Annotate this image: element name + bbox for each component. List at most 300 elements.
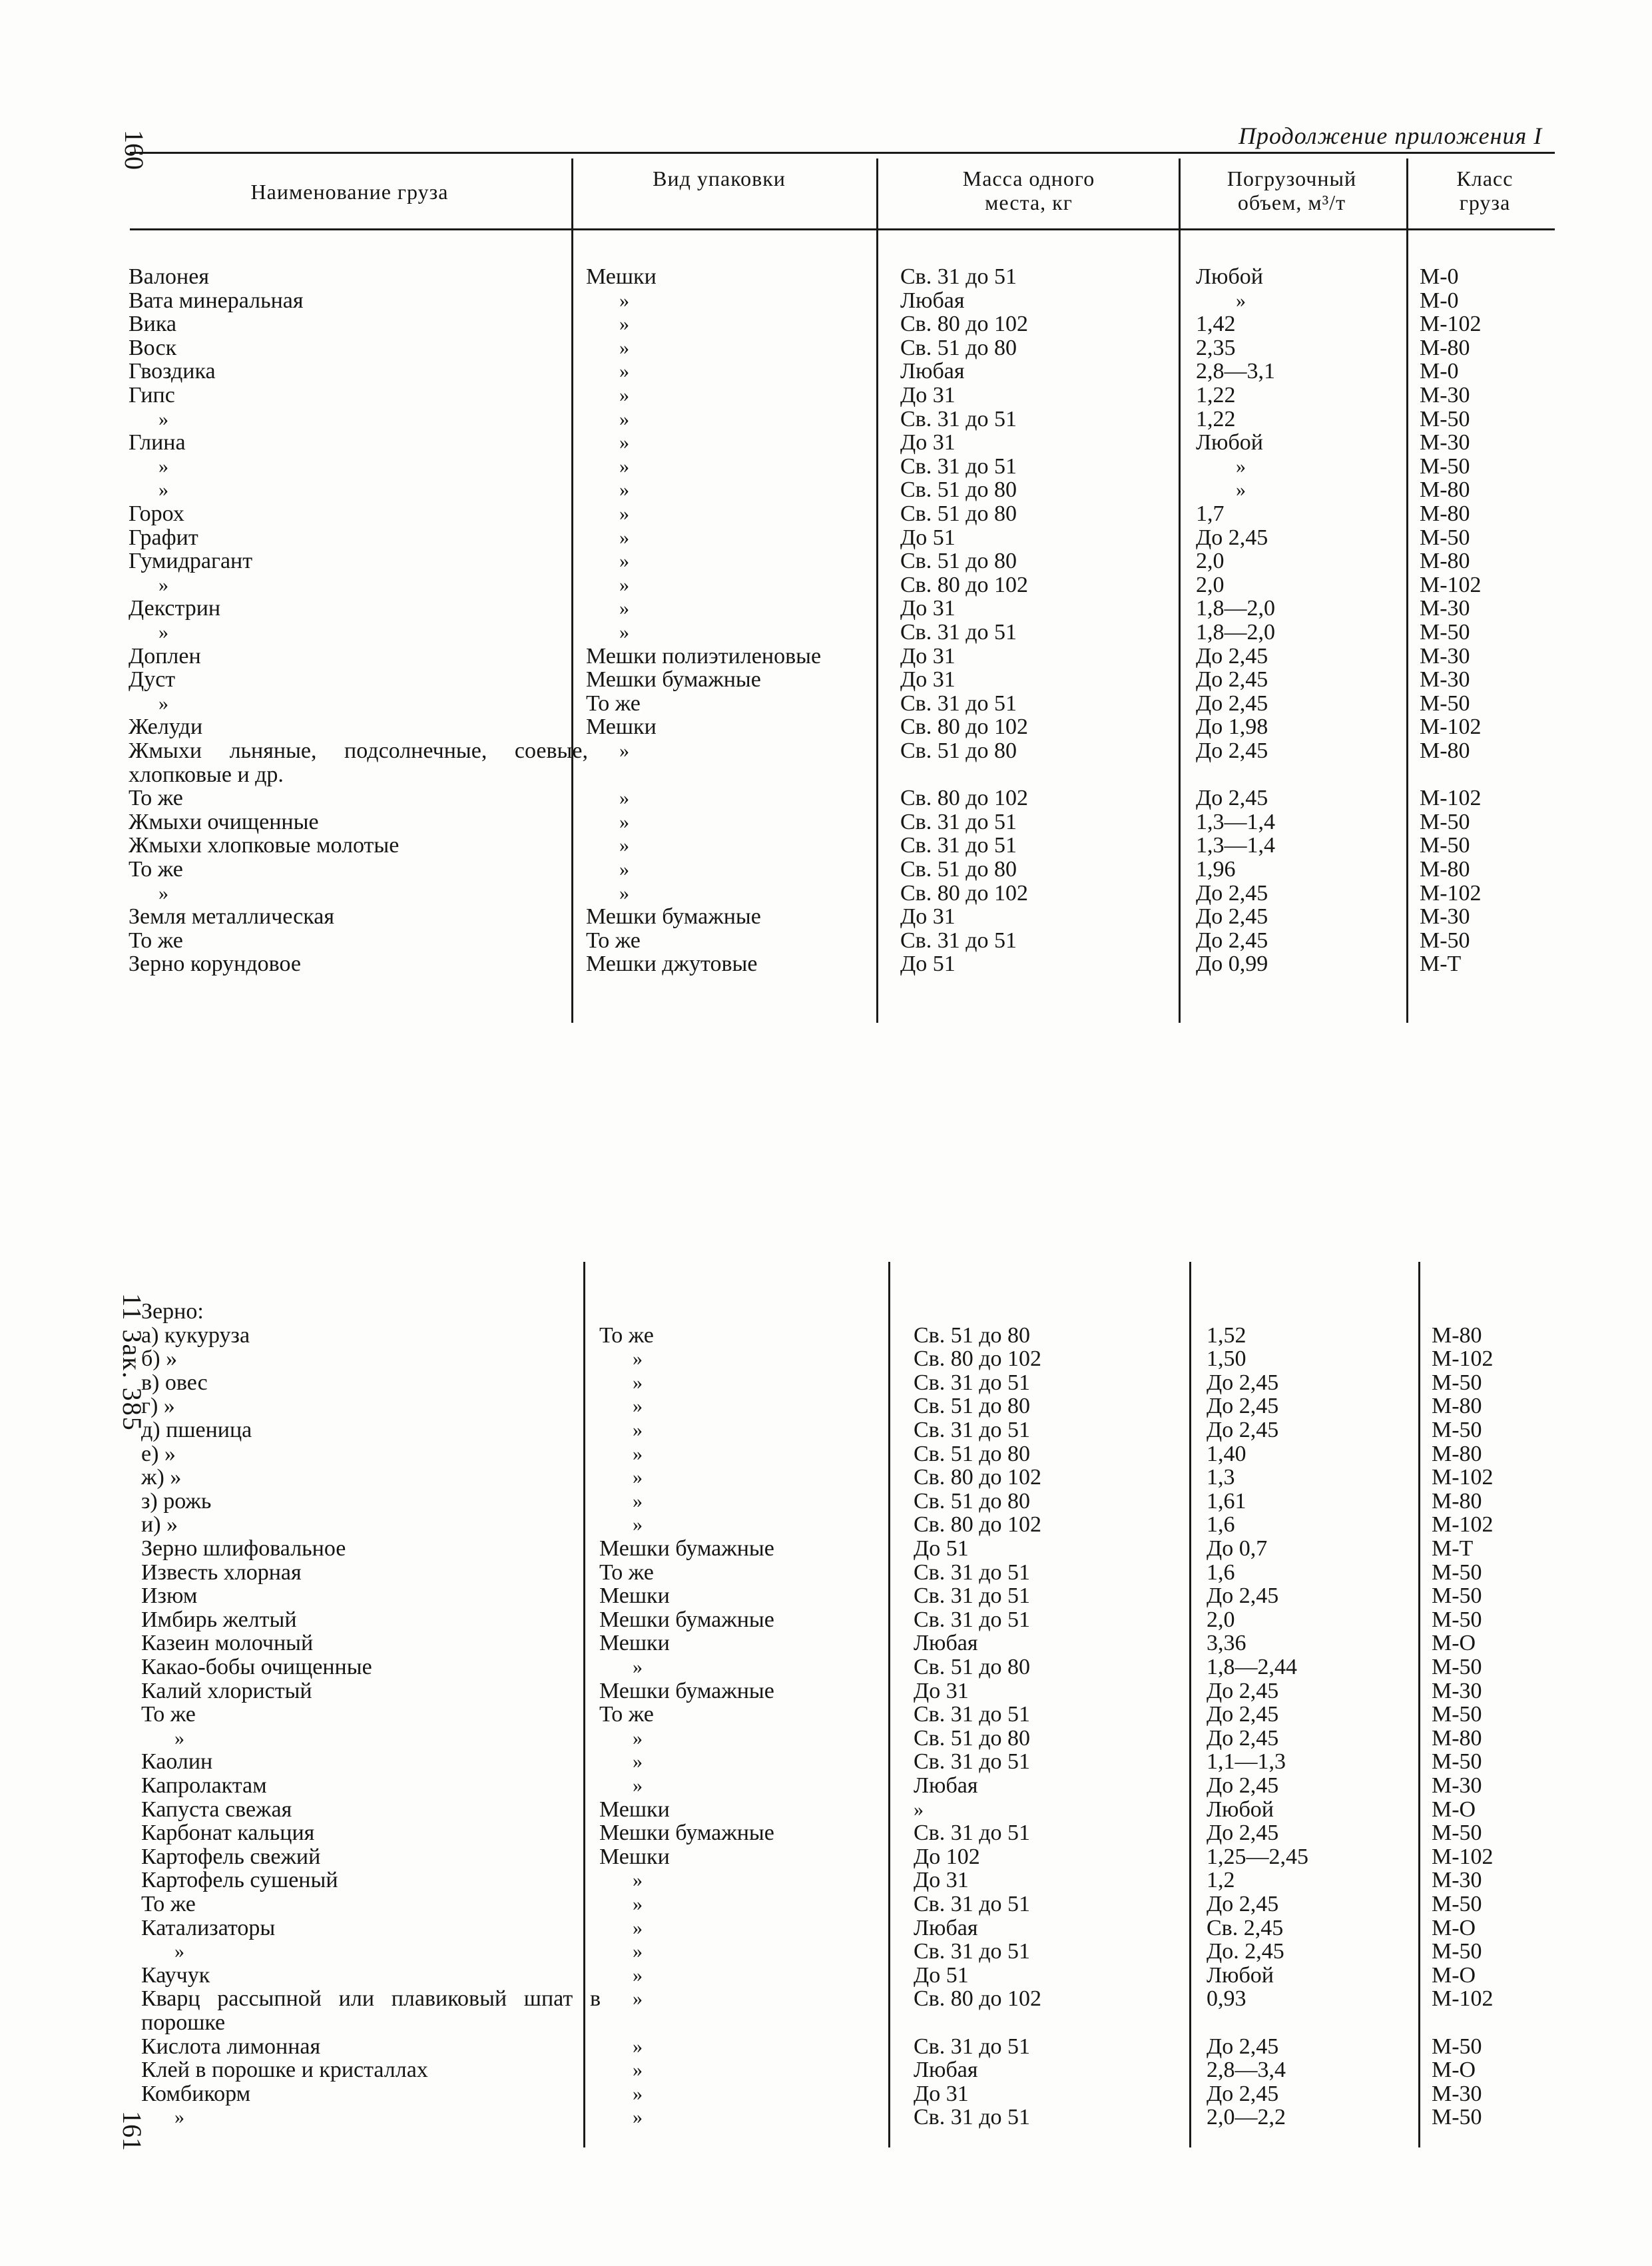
table1-row-27-volume: До 2,45 <box>1196 928 1268 953</box>
table1-col-divider-3 <box>1179 158 1181 1023</box>
table1-row-17-cls: М-30 <box>1420 667 1470 693</box>
table2-row-3-pack: » <box>633 1371 643 1394</box>
table2-row-5-volume: До 2,45 <box>1207 1418 1279 1442</box>
table2-row-28-cls: М-О <box>1432 1962 1476 1988</box>
table1-row-26-mass: До 31 <box>900 904 956 930</box>
table1-row-24-mass: Св. 51 до 80 <box>900 857 1017 882</box>
table2-row-7-cls: М-102 <box>1432 1465 1494 1490</box>
table2-row-19-name: Каолин <box>141 1749 213 1775</box>
header-class: Класс груза <box>1456 166 1514 214</box>
table2-row-1-pack: То же <box>599 1322 654 1348</box>
table2-row-19-cls: М-50 <box>1432 1749 1482 1775</box>
table2-row-23-cls: М-102 <box>1432 1844 1494 1869</box>
table2-row-31-cls: М-О <box>1432 2058 1476 2083</box>
table2-row-31-name: Клей в порошке и кристаллах <box>141 2058 428 2083</box>
table1-row-14-cls: М-30 <box>1420 596 1470 621</box>
table1-row-6-cls: М-50 <box>1420 406 1470 431</box>
table2-row-8-mass: Св. 51 до 80 <box>914 1488 1031 1514</box>
table1-row-20-mass: Св. 51 до 80 <box>900 738 1017 763</box>
table1-row-5-pack: » <box>619 384 629 406</box>
table2-row-30-cls: М-50 <box>1432 2034 1482 2059</box>
table2-row-15-cls: М-50 <box>1432 1655 1482 1679</box>
table1-row-14-mass: До 31 <box>900 596 956 621</box>
table2-row-11-pack: То же <box>599 1559 654 1585</box>
table1-row-4-pack: » <box>619 360 629 383</box>
table2-row-12-cls: М-50 <box>1432 1583 1482 1609</box>
table1-row-22-pack: » <box>619 810 629 833</box>
table1-row-17-name: Дуст <box>129 667 176 693</box>
table2-row-18-name: » <box>174 1727 184 1749</box>
header-mass: Масса одного места, кг <box>962 166 1095 214</box>
table2-row-4-name: г) » <box>141 1394 175 1419</box>
table1-row-24-pack: » <box>619 858 629 880</box>
table2-row-24-mass: До 31 <box>914 1868 969 1893</box>
table1-col-divider-1 <box>571 158 573 1023</box>
table1-row-1-cls: М-0 <box>1420 288 1459 313</box>
table1-row-10-cls: М-80 <box>1420 501 1470 526</box>
table1-row-3-name: Воск <box>129 335 177 360</box>
table1-row-9-cls: М-80 <box>1420 477 1470 503</box>
table1-row-0-pack: Мешки <box>586 264 657 289</box>
table2-row-10-name: Зерно шлифовальное <box>141 1536 346 1561</box>
table1-row-9-mass: Св. 51 до 80 <box>900 477 1017 503</box>
table1-row-28-mass: До 51 <box>900 952 956 977</box>
table2-row-8-pack: » <box>633 1490 643 1512</box>
table2-row-25-volume: До 2,45 <box>1207 1892 1279 1916</box>
table2-row-9-cls: М-102 <box>1432 1512 1494 1538</box>
table2-row-17-pack: То же <box>599 1702 654 1727</box>
table2-row-9-pack: » <box>633 1514 643 1536</box>
table1-row-26-cls: М-30 <box>1420 904 1470 930</box>
table2-row-16-mass: До 31 <box>914 1678 969 1703</box>
table2-row-13-cls: М-50 <box>1432 1607 1482 1632</box>
table2-row-32-mass: До 31 <box>914 2081 969 2106</box>
table1-row-25-pack: » <box>619 882 629 904</box>
table1-row-18-name: » <box>158 692 168 714</box>
table1-row-25-volume: До 2,45 <box>1196 880 1268 906</box>
table2-row-10-cls: М-Т <box>1432 1536 1474 1561</box>
table2-row-21-volume: Любой <box>1207 1797 1274 1822</box>
table1-row-18-mass: Св. 31 до 51 <box>900 691 1017 716</box>
table1-row-3-cls: М-80 <box>1420 335 1470 360</box>
table2-row-18-volume: До 2,45 <box>1207 1725 1279 1751</box>
table2-row-9-volume: 1,6 <box>1207 1512 1235 1538</box>
table1-row-6-name: » <box>158 408 168 430</box>
table2-row-33-name: » <box>174 2106 184 2129</box>
table1-row-16-name: Доплен <box>129 643 201 669</box>
table2-row-18-cls: М-80 <box>1432 1725 1482 1751</box>
table1-row-4-mass: Любая <box>900 359 965 384</box>
table1-row-20-volume: До 2,45 <box>1196 738 1268 763</box>
table1-row-12-name: Гумидрагант <box>129 549 253 574</box>
table2-row-19-volume: 1,1—1,3 <box>1207 1749 1286 1775</box>
table2-row-28-volume: Любой <box>1207 1962 1274 1988</box>
table2-row-4-mass: Св. 51 до 80 <box>914 1394 1031 1419</box>
table2-row-17-name: То же <box>141 1702 196 1727</box>
table2-row-12-mass: Св. 31 до 51 <box>914 1583 1031 1609</box>
table1-row-25-cls: М-102 <box>1420 880 1482 906</box>
continuation-title: Продолжение приложения I <box>1239 123 1543 149</box>
table1-row-2-cls: М-102 <box>1420 312 1482 337</box>
table2-row-31-pack: » <box>633 2059 643 2082</box>
table1-row-13-pack: » <box>619 573 629 596</box>
table1-row-19-cls: М-102 <box>1420 714 1482 740</box>
table2-row-18-pack: » <box>633 1727 643 1749</box>
table1-row-17-mass: До 31 <box>900 667 956 693</box>
table2-row-13-pack: Мешки бумажные <box>599 1607 774 1632</box>
table1-row-1-volume: » <box>1236 289 1246 312</box>
table2-row-1-name: а) кукуруза <box>141 1322 250 1348</box>
table2-row-20-volume: До 2,45 <box>1207 1773 1279 1798</box>
table1-row-14-volume: 1,8—2,0 <box>1196 596 1275 621</box>
table1-row-5-mass: До 31 <box>900 383 956 408</box>
table2-row-20-pack: » <box>633 1775 643 1797</box>
table1-row-16-mass: До 31 <box>900 643 956 669</box>
table2-row-30-pack: » <box>633 2035 643 2058</box>
table1-row-4-cls: М-0 <box>1420 359 1459 384</box>
table1-row-5-volume: 1,22 <box>1196 383 1236 408</box>
table2-row-17-cls: М-50 <box>1432 1702 1482 1727</box>
table2-row-18-mass: Св. 51 до 80 <box>914 1725 1031 1751</box>
table2-row-13-volume: 2,0 <box>1207 1607 1235 1632</box>
table2-row-14-mass: Любая <box>914 1631 978 1656</box>
table2-row-4-pack: » <box>633 1395 643 1418</box>
table2-row-29-cls: М-102 <box>1432 1986 1494 2012</box>
table2-row-16-pack: Мешки бумажные <box>599 1678 774 1703</box>
table2-row-8-name: з) рожь <box>141 1488 212 1514</box>
table2-row-22-cls: М-50 <box>1432 1821 1482 1846</box>
table2-row-28-name: Каучук <box>141 1962 210 1988</box>
table1-row-6-mass: Св. 31 до 51 <box>900 406 1017 431</box>
table1-row-15-cls: М-50 <box>1420 620 1470 645</box>
table1-row-16-pack: Мешки полиэтиленовые <box>586 643 822 669</box>
table1-row-13-name: » <box>158 573 168 596</box>
table2-row-1-volume: 1,52 <box>1207 1322 1246 1348</box>
table1-row-19-volume: До 1,98 <box>1196 714 1268 740</box>
table2-row-23-name: Картофель свежий <box>141 1844 321 1869</box>
table1-row-27-mass: Св. 31 до 51 <box>900 928 1017 953</box>
table2-row-21-name: Капуста свежая <box>141 1797 292 1822</box>
table2-row-24-volume: 1,2 <box>1207 1868 1235 1893</box>
table1-row-21-cls: М-102 <box>1420 786 1482 811</box>
table2-row-10-pack: Мешки бумажные <box>599 1536 774 1561</box>
table2-row-19-mass: Св. 31 до 51 <box>914 1749 1031 1775</box>
table1-row-27-name: То же <box>129 928 183 953</box>
table1-row-14-pack: » <box>619 597 629 620</box>
table1-row-28-name: Зерно корундовое <box>129 952 301 977</box>
table2-row-16-name: Калий хлористый <box>141 1678 312 1703</box>
header-name: Наименование груза <box>250 180 449 204</box>
table1-row-22-mass: Св. 31 до 51 <box>900 809 1017 834</box>
table2-row-26-cls: М-О <box>1432 1915 1476 1940</box>
table2-row-7-pack: » <box>633 1466 643 1489</box>
table2-row-15-volume: 1,8—2,44 <box>1207 1655 1297 1679</box>
table2-row-23-mass: До 102 <box>914 1844 980 1869</box>
table2-row-25-pack: » <box>633 1893 643 1915</box>
table2-row-20-mass: Любая <box>914 1773 978 1798</box>
table2-row-15-pack: » <box>633 1656 643 1678</box>
table2-row-19-pack: » <box>633 1751 643 1773</box>
table2-row-6-mass: Св. 51 до 80 <box>914 1441 1031 1466</box>
table1-row-8-cls: М-50 <box>1420 453 1470 479</box>
table1-row-11-mass: До 51 <box>900 525 956 550</box>
table1-row-2-volume: 1,42 <box>1196 312 1236 337</box>
table1-row-20-cls: М-80 <box>1420 738 1470 763</box>
table1-col-divider-2 <box>876 158 878 1023</box>
table2-row-30-mass: Св. 31 до 51 <box>914 2034 1031 2059</box>
table1-row-24-volume: 1,96 <box>1196 857 1236 882</box>
table1-row-23-cls: М-50 <box>1420 833 1470 858</box>
signature-mark: 11 Зак. 385 <box>117 1293 147 1432</box>
table1-row-13-volume: 2,0 <box>1196 572 1225 597</box>
table2-row-4-cls: М-80 <box>1432 1394 1482 1419</box>
table1-top-rule <box>130 152 1555 154</box>
table1-row-6-pack: » <box>619 408 629 430</box>
table2-row-27-volume: До. 2,45 <box>1207 1939 1284 1964</box>
table2-row-21-mass: » <box>914 1798 924 1821</box>
table2-row-1-mass: Св. 51 до 80 <box>914 1322 1031 1348</box>
table1-row-14-name: Декстрин <box>129 596 221 621</box>
table2-row-33-pack: » <box>633 2106 643 2129</box>
table1-row-17-pack: Мешки бумажные <box>586 667 761 693</box>
table1-row-20-pack: » <box>619 740 629 762</box>
table2-row-33-volume: 2,0—2,2 <box>1207 2105 1286 2130</box>
table2-row-11-mass: Св. 31 до 51 <box>914 1559 1031 1585</box>
table2-row-0-name: Зерно: <box>141 1299 204 1324</box>
table2-row-6-name: е) » <box>141 1441 176 1466</box>
table2-row-22-name: Карбонат кальция <box>141 1821 315 1846</box>
table1-row-15-volume: 1,8—2,0 <box>1196 620 1275 645</box>
table2-row-22-volume: До 2,45 <box>1207 1821 1279 1846</box>
table1-row-11-name: Графит <box>129 525 198 550</box>
table1-row-0-volume: Любой <box>1196 264 1263 289</box>
table1-row-11-volume: До 2,45 <box>1196 525 1268 550</box>
table1-row-19-name: Желуди <box>129 714 203 740</box>
table1-row-17-volume: До 2,45 <box>1196 667 1268 693</box>
table1-row-2-pack: » <box>619 313 629 336</box>
table1-row-15-mass: Св. 31 до 51 <box>900 620 1017 645</box>
table1-row-22-cls: М-50 <box>1420 809 1470 834</box>
table2-row-2-pack: » <box>633 1348 643 1370</box>
table2-row-27-pack: » <box>633 1940 643 1963</box>
table2-row-5-mass: Св. 31 до 51 <box>914 1418 1031 1442</box>
table1-row-20-name: Жмыхи льняные, подсолнечные, соевые, хлопковые и др. <box>129 738 588 787</box>
table1-row-16-volume: До 2,45 <box>1196 643 1268 669</box>
table1-row-7-pack: » <box>619 431 629 454</box>
table1-row-0-name: Валонея <box>129 264 209 289</box>
table2-row-2-name: б) » <box>141 1346 178 1372</box>
table2-row-16-volume: До 2,45 <box>1207 1678 1279 1703</box>
table1-row-25-mass: Св. 80 до 102 <box>900 880 1029 906</box>
table1-row-23-volume: 1,3—1,4 <box>1196 833 1275 858</box>
table1-row-26-name: Земля металлическая <box>129 904 335 930</box>
table1-row-9-volume: » <box>1236 479 1246 501</box>
table2-row-32-volume: До 2,45 <box>1207 2081 1279 2106</box>
table1-row-19-mass: Св. 80 до 102 <box>900 714 1029 740</box>
table2-row-29-name: Кварц рассыпной или плавиковый шпат в порошке <box>141 1986 601 2036</box>
table2-row-15-mass: Св. 51 до 80 <box>914 1655 1031 1679</box>
table1-row-10-mass: Св. 51 до 80 <box>900 501 1017 526</box>
table1-row-2-name: Вика <box>129 312 176 337</box>
table1-row-23-mass: Св. 31 до 51 <box>900 833 1017 858</box>
table2-row-27-cls: М-50 <box>1432 1939 1482 1964</box>
table2-row-29-pack: » <box>633 1988 643 2010</box>
table2-row-12-pack: Мешки <box>599 1583 670 1609</box>
table2-row-11-volume: 1,6 <box>1207 1559 1235 1585</box>
table1-row-18-cls: М-50 <box>1420 691 1470 716</box>
table2-row-29-volume: 0,93 <box>1207 1986 1246 2012</box>
table1-row-1-pack: » <box>619 289 629 312</box>
table1-row-13-cls: М-102 <box>1420 572 1482 597</box>
table2-row-26-name: Катализаторы <box>141 1915 276 1940</box>
table2-row-14-volume: 3,36 <box>1207 1631 1246 1656</box>
table2-row-8-volume: 1,61 <box>1207 1488 1246 1514</box>
table2-row-21-pack: Мешки <box>599 1797 670 1822</box>
table2-row-30-name: Кислота лимонная <box>141 2034 321 2059</box>
table1-row-7-name: Глина <box>129 430 186 455</box>
table1-row-28-cls: М-Т <box>1420 952 1462 977</box>
table1-row-26-volume: До 2,45 <box>1196 904 1268 930</box>
table1-row-3-volume: 2,35 <box>1196 335 1236 360</box>
table1-row-10-name: Горох <box>129 501 184 526</box>
table2-row-8-cls: М-80 <box>1432 1488 1482 1514</box>
table2-row-14-name: Казеин молочный <box>141 1631 314 1656</box>
table2-row-9-name: и) » <box>141 1512 178 1538</box>
table2-row-15-name: Какао-бобы очищенные <box>141 1655 372 1679</box>
header-volume: Погрузочный объем, м³/т <box>1227 166 1357 214</box>
table1-row-15-name: » <box>158 621 168 643</box>
table2-row-6-pack: » <box>633 1442 643 1465</box>
table1-row-5-cls: М-30 <box>1420 383 1470 408</box>
table2-row-7-name: ж) » <box>141 1465 182 1490</box>
table2-row-6-cls: М-80 <box>1432 1441 1482 1466</box>
table1-row-12-pack: » <box>619 550 629 573</box>
table2-row-25-cls: М-50 <box>1432 1892 1482 1916</box>
table2-row-4-volume: До 2,45 <box>1207 1394 1279 1419</box>
table1-row-16-cls: М-30 <box>1420 643 1470 669</box>
table1-row-5-name: Гипс <box>129 383 175 408</box>
table1-row-12-cls: М-80 <box>1420 549 1470 574</box>
table2-row-1-cls: М-80 <box>1432 1322 1482 1348</box>
table1-row-3-pack: » <box>619 336 629 359</box>
table1-row-18-volume: До 2,45 <box>1196 691 1268 716</box>
table1-row-6-volume: 1,22 <box>1196 406 1236 431</box>
table1-row-7-volume: Любой <box>1196 430 1263 455</box>
table2-row-10-mass: До 51 <box>914 1536 969 1561</box>
table2-row-13-name: Имбирь желтый <box>141 1607 297 1632</box>
table2-row-27-mass: Св. 31 до 51 <box>914 1939 1031 1964</box>
table2-row-32-cls: М-30 <box>1432 2081 1482 2106</box>
table2-row-7-mass: Св. 80 до 102 <box>914 1465 1042 1490</box>
table1-row-10-pack: » <box>619 503 629 525</box>
table1-row-7-mass: До 31 <box>900 430 956 455</box>
table2-row-20-name: Капролактам <box>141 1773 267 1798</box>
table1-row-27-pack: То же <box>586 928 641 953</box>
table2-row-11-name: Известь хлорная <box>141 1559 302 1585</box>
table2-row-28-mass: До 51 <box>914 1962 969 1988</box>
table1-row-4-name: Гвоздика <box>129 359 216 384</box>
table2-row-2-mass: Св. 80 до 102 <box>914 1346 1042 1372</box>
table2-row-3-volume: До 2,45 <box>1207 1370 1279 1395</box>
table1-row-7-cls: М-30 <box>1420 430 1470 455</box>
table2-row-9-mass: Св. 80 до 102 <box>914 1512 1042 1538</box>
table2-row-12-volume: До 2,45 <box>1207 1583 1279 1609</box>
table2-row-32-name: Комбикорм <box>141 2081 251 2106</box>
page-number-bottom: 161 <box>117 2111 147 2151</box>
table1-row-9-name: » <box>158 479 168 501</box>
table2-row-7-volume: 1,3 <box>1207 1465 1235 1490</box>
table1-row-0-mass: Св. 31 до 51 <box>900 264 1017 289</box>
table1-col-divider-4 <box>1406 158 1408 1023</box>
page-number-top: 160 <box>119 130 149 170</box>
table2-row-16-cls: М-30 <box>1432 1678 1482 1703</box>
table1-row-22-volume: 1,3—1,4 <box>1196 809 1275 834</box>
table2-col-divider-3 <box>1189 1262 1191 2147</box>
table2-row-2-volume: 1,50 <box>1207 1346 1246 1372</box>
table1-row-19-pack: Мешки <box>586 714 657 740</box>
table1-row-8-mass: Св. 31 до 51 <box>900 453 1017 479</box>
table2-row-33-cls: М-50 <box>1432 2105 1482 2130</box>
table2-row-12-name: Изюм <box>141 1583 198 1609</box>
table2-row-26-volume: Св. 2,45 <box>1207 1915 1284 1940</box>
table2-row-27-name: » <box>174 1940 184 1963</box>
table2-row-24-name: Картофель сушеный <box>141 1868 338 1893</box>
table2-row-5-cls: М-50 <box>1432 1418 1482 1442</box>
table2-row-24-cls: М-30 <box>1432 1868 1482 1893</box>
table2-row-3-cls: М-50 <box>1432 1370 1482 1395</box>
table2-row-25-name: То же <box>141 1892 196 1916</box>
table1-row-24-cls: М-80 <box>1420 857 1470 882</box>
table2-row-10-volume: До 0,7 <box>1207 1536 1268 1561</box>
table2-row-22-mass: Св. 31 до 51 <box>914 1821 1031 1846</box>
table2-row-11-cls: М-50 <box>1432 1559 1482 1585</box>
table2-row-23-pack: Мешки <box>599 1844 670 1869</box>
table2-row-22-pack: Мешки бумажные <box>599 1821 774 1846</box>
table1-row-8-name: » <box>158 455 168 477</box>
table1-row-1-name: Вата минеральная <box>129 288 304 313</box>
table1-row-28-pack: Мешки джутовые <box>586 952 758 977</box>
table2-col-divider-2 <box>888 1262 890 2147</box>
table1-row-15-pack: » <box>619 621 629 643</box>
table1-row-4-volume: 2,8—3,1 <box>1196 359 1275 384</box>
table1-row-12-volume: 2,0 <box>1196 549 1225 574</box>
table2-row-5-name: д) пшеница <box>141 1418 252 1442</box>
table2-row-29-mass: Св. 80 до 102 <box>914 1986 1042 2012</box>
table2-row-13-mass: Св. 31 до 51 <box>914 1607 1031 1632</box>
table1-row-21-volume: До 2,45 <box>1196 786 1268 811</box>
table1-row-3-mass: Св. 51 до 80 <box>900 335 1017 360</box>
table1-header-rule <box>130 228 1555 230</box>
table2-row-14-cls: М-О <box>1432 1631 1476 1656</box>
table2-row-32-pack: » <box>633 2082 643 2105</box>
table1-row-26-pack: Мешки бумажные <box>586 904 761 930</box>
table2-row-30-volume: До 2,45 <box>1207 2034 1279 2059</box>
table2-row-25-mass: Св. 31 до 51 <box>914 1892 1031 1916</box>
table2-row-17-volume: До 2,45 <box>1207 1702 1279 1727</box>
table2-row-14-pack: Мешки <box>599 1631 670 1656</box>
table1-row-0-cls: М-0 <box>1420 264 1459 289</box>
table2-row-3-mass: Св. 31 до 51 <box>914 1370 1031 1395</box>
table1-row-9-pack: » <box>619 479 629 501</box>
table2-row-5-pack: » <box>633 1419 643 1441</box>
table1-row-21-mass: Св. 80 до 102 <box>900 786 1029 811</box>
table1-row-21-name: То же <box>129 786 183 811</box>
table2-row-6-volume: 1,40 <box>1207 1441 1246 1466</box>
table2-row-24-pack: » <box>633 1869 643 1892</box>
table2-row-2-cls: М-102 <box>1432 1346 1494 1372</box>
table2-row-33-mass: Св. 31 до 51 <box>914 2105 1031 2130</box>
table1-row-13-mass: Св. 80 до 102 <box>900 572 1029 597</box>
